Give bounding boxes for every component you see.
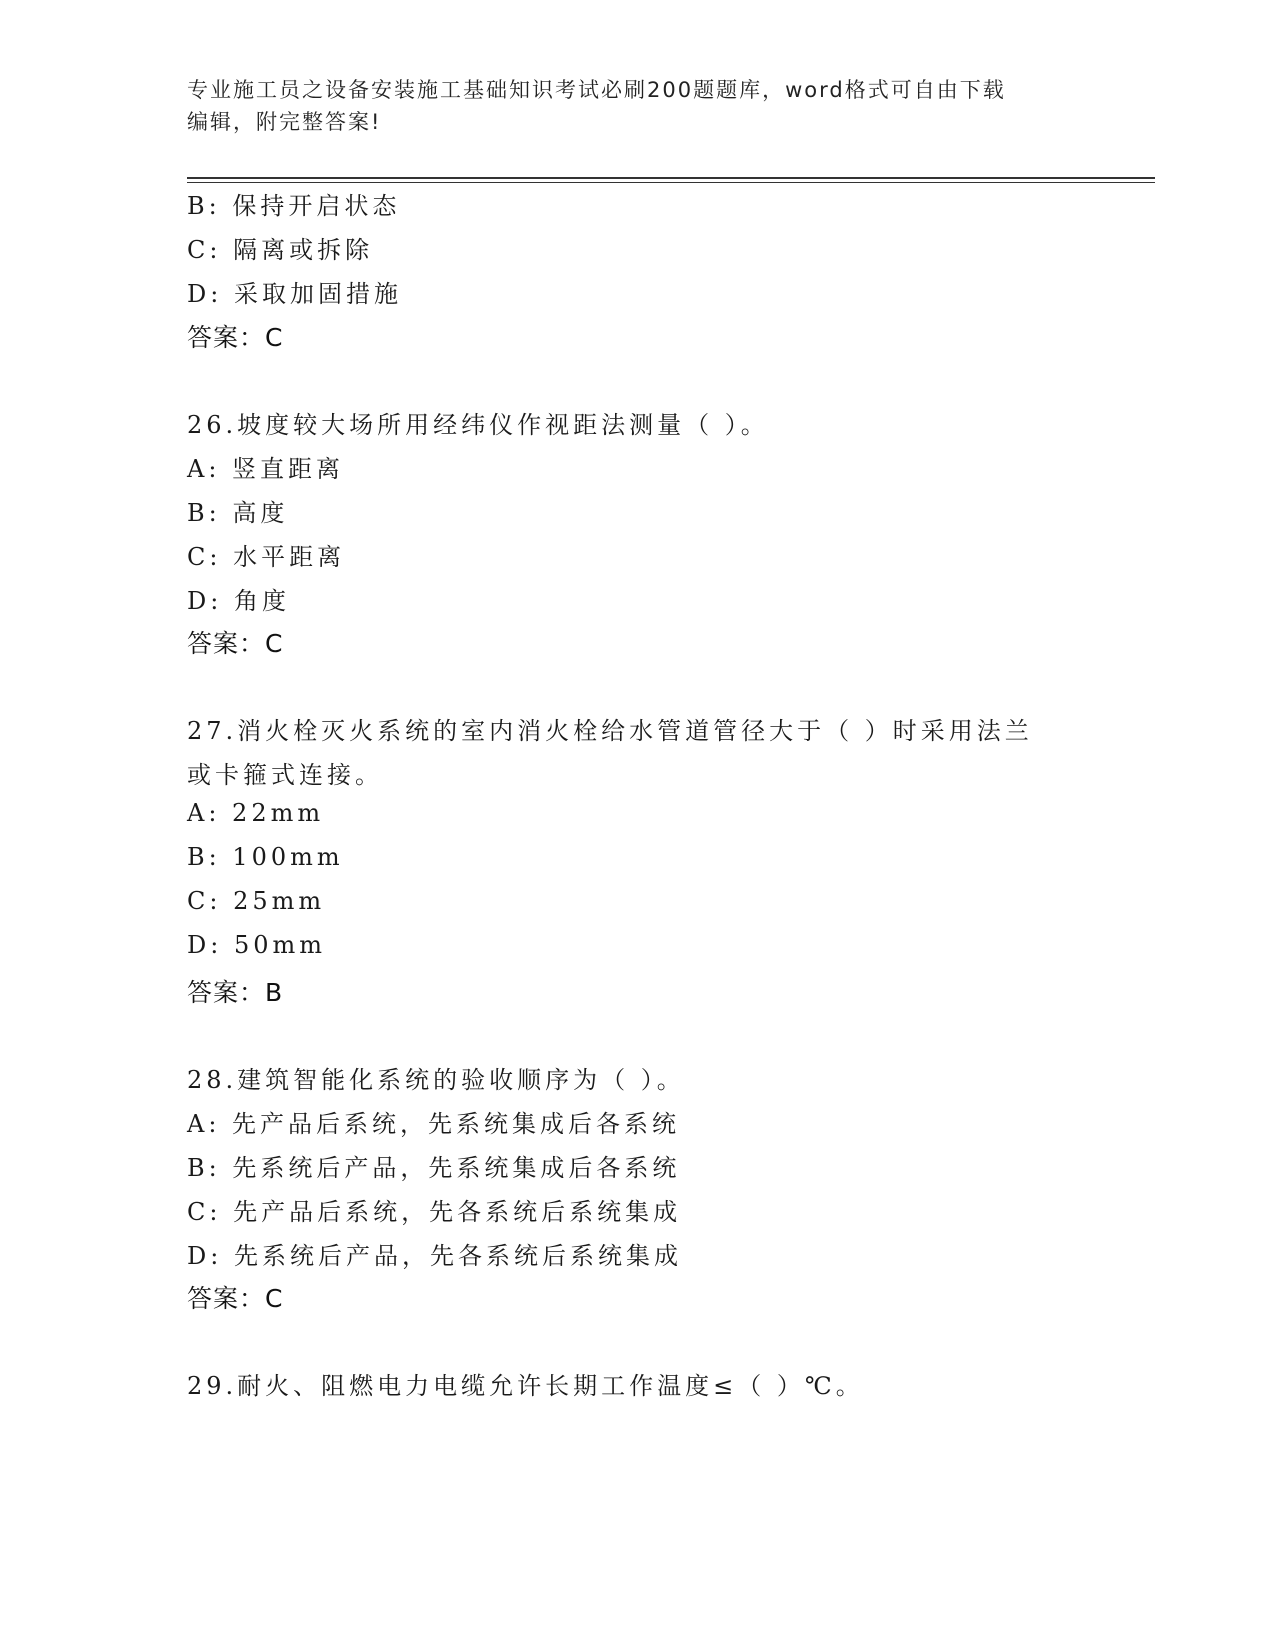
- q29-stem: 29.耐火、阻燃电力电缆允许长期工作温度≤（ ）℃。: [187, 1372, 864, 1400]
- q26-answer: 答案：C: [187, 629, 284, 658]
- q26-option-c: C: 水平距离: [187, 543, 346, 571]
- q27-stem-line-2: 或卡箍式连接。: [187, 761, 383, 789]
- q26-stem: 26.坡度较大场所用经纬仪作视距法测量（ ）。: [187, 411, 769, 439]
- q27-answer: 答案：B: [187, 978, 284, 1007]
- q25-option-c: C: 隔离或拆除: [187, 236, 374, 264]
- q25-option-d: D: 采取加固措施: [187, 280, 402, 308]
- q27-option-c: C: 25mm: [187, 887, 326, 915]
- q28-option-a: A: 先产品后系统，先系统集成后各系统: [187, 1110, 681, 1138]
- q27-option-b: B: 100mm: [187, 843, 344, 871]
- header-title-line-2: 编辑，附完整答案!: [187, 110, 382, 134]
- q26-option-a: A: 竖直距离: [187, 455, 345, 483]
- header-divider-thin: [187, 182, 1155, 183]
- q28-option-c: C: 先产品后系统，先各系统后系统集成: [187, 1198, 682, 1226]
- q28-answer: 答案：C: [187, 1284, 284, 1313]
- q27-option-a: A: 22mm: [187, 799, 325, 827]
- header-divider-thick: [187, 177, 1155, 179]
- header-title-line-1: 专业施工员之设备安装施工基础知识考试必刷200题题库，word格式可自由下载: [187, 78, 1006, 102]
- q26-option-b: B: 高度: [187, 499, 289, 527]
- q28-option-b: B: 先系统后产品，先系统集成后各系统: [187, 1154, 681, 1182]
- q27-option-d: D: 50mm: [187, 931, 327, 959]
- q27-stem-line-1: 27.消火栓灭火系统的室内消火栓给水管道管径大于（ ）时采用法兰: [187, 717, 1033, 745]
- q25-option-b: B: 保持开启状态: [187, 192, 401, 220]
- document-header: [187, 74, 1067, 138]
- q28-option-d: D: 先系统后产品，先各系统后系统集成: [187, 1242, 682, 1270]
- q25-answer: 答案：C: [187, 323, 284, 352]
- q26-option-d: D: 角度: [187, 587, 290, 615]
- q28-stem: 28.建筑智能化系统的验收顺序为（ ）。: [187, 1066, 685, 1094]
